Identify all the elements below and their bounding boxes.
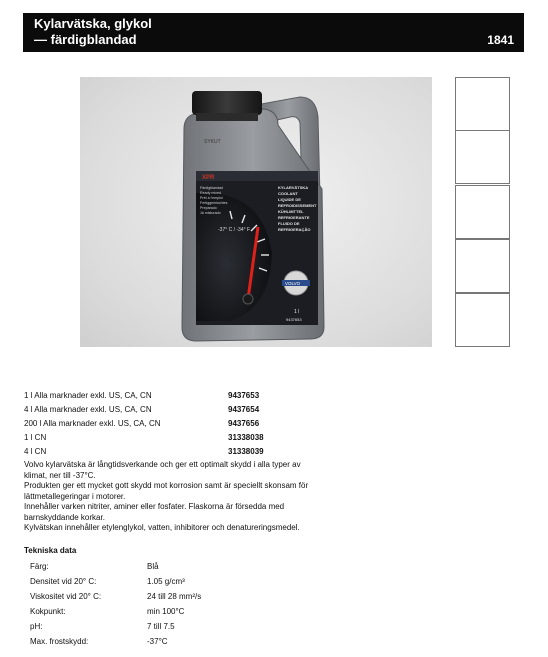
part-number: 31338039 xyxy=(228,447,264,456)
header-bar xyxy=(23,13,524,52)
panel-left-6: Já misturado xyxy=(200,211,221,215)
panel-left-3: Prêt à l'emploi xyxy=(200,196,223,200)
bottle-volume: 1 l xyxy=(294,309,300,315)
tech-label: Färg: xyxy=(30,562,49,571)
part-row xyxy=(24,431,354,445)
panel-right-1: KYLARVÄTSKA xyxy=(278,185,309,190)
description-paragraph: Innehåller varken nitriter, aminer eller fosfater. Flaskorna är försedda med barnskyddande korkar. xyxy=(24,502,285,522)
product-photo xyxy=(80,77,432,347)
tech-value: 1.05 g/cm³ xyxy=(147,577,185,586)
brand-text: XPR xyxy=(202,175,215,181)
panel-right-3: LIQUIDE DE xyxy=(278,197,301,202)
panel-right-8: REFRIGERAÇÃO xyxy=(278,227,311,232)
tech-row xyxy=(30,622,290,637)
tech-value: 7 till 7.5 xyxy=(147,622,175,631)
bottle-cap xyxy=(192,91,262,115)
part-number: 9437653 xyxy=(228,391,260,400)
thumbnail-box xyxy=(455,77,510,131)
tech-row xyxy=(30,592,290,607)
part-number-list xyxy=(24,389,354,459)
bottle-part-number: 9437653 xyxy=(286,317,302,322)
tech-label: Kokpunkt: xyxy=(30,607,66,616)
part-description: 4 l Alla marknader exkl. US, CA, CN xyxy=(24,405,152,414)
thumbnail-box xyxy=(455,293,510,347)
part-row xyxy=(24,417,354,431)
panel-right-4: REFROIDISSEMENT xyxy=(278,203,317,208)
description-paragraph: Volvo kylarvätska är långtidsverkande och ger ett optimalt skydd i alla typer av klimat, ner till -37°C. xyxy=(24,460,301,480)
tech-value: -37°C xyxy=(147,637,168,646)
part-description: 1 l Alla marknader exkl. US, CA, CN xyxy=(24,391,152,400)
product-description xyxy=(24,460,324,534)
panel-left-5: Preparado xyxy=(200,206,217,210)
part-number: 9437656 xyxy=(228,419,260,428)
part-row xyxy=(24,403,354,417)
part-row xyxy=(24,445,354,459)
part-number: 9437654 xyxy=(228,405,260,414)
panel-right-7: FLUIDO DE xyxy=(278,221,300,226)
tech-row xyxy=(30,562,290,577)
tech-row xyxy=(30,607,290,622)
thumbnail-box xyxy=(455,185,510,239)
panel-right-2: COOLANT xyxy=(278,191,298,196)
tech-data-heading: Tekniska data xyxy=(24,546,77,555)
part-description: 4 l CN xyxy=(24,447,47,456)
tech-row xyxy=(30,577,290,592)
tech-label: pH: xyxy=(30,622,43,631)
tech-value: Blå xyxy=(147,562,159,571)
tech-row xyxy=(30,637,290,652)
part-row xyxy=(24,389,354,403)
logo-text: VOLVO xyxy=(285,281,301,286)
part-number: 31338038 xyxy=(228,433,264,442)
tech-value: 24 till 28 mm²/s xyxy=(147,592,202,601)
panel-left-1: Färdigblandad xyxy=(200,186,223,190)
tech-data-table xyxy=(30,562,290,652)
page-title: Kylarvätska, glykol — färdigblandad xyxy=(34,16,152,47)
tech-value: min 100°C xyxy=(147,607,185,616)
panel-left-2: Ready mixed xyxy=(200,191,221,195)
panel-right-6: REFRIGERANTE xyxy=(278,215,310,220)
panel-left-4: Fertiggemischtes xyxy=(200,201,228,205)
tech-label: Densitet vid 20° C: xyxy=(30,577,97,586)
coolant-bottle-image xyxy=(80,77,432,347)
panel-right-5: KÜHLMITTEL xyxy=(278,209,304,214)
thumbnail-box xyxy=(455,130,510,184)
part-description: 1 l CN xyxy=(24,433,47,442)
page-number: 1841 xyxy=(487,33,514,47)
cap-label: SYKUT xyxy=(204,139,221,145)
thumbnail-box xyxy=(455,239,510,293)
part-description: 200 l Alla marknader exkl. US, CA, CN xyxy=(24,419,161,428)
description-paragraph: Kylvätskan innehåller etylenglykol, vatten, inhibitorer och denatureringsmedel. xyxy=(24,523,300,532)
thumbnail-column xyxy=(455,77,510,347)
gauge-text: -37° C / -34° F xyxy=(218,227,251,233)
tech-label: Viskositet vid 20° C: xyxy=(30,592,102,601)
description-paragraph: Produkten ger ett mycket gott skydd mot korrosion samt är speciellt skonsam för lättmetallegeringar i motorer. xyxy=(24,481,309,501)
tech-label: Max. frostskydd: xyxy=(30,637,89,646)
